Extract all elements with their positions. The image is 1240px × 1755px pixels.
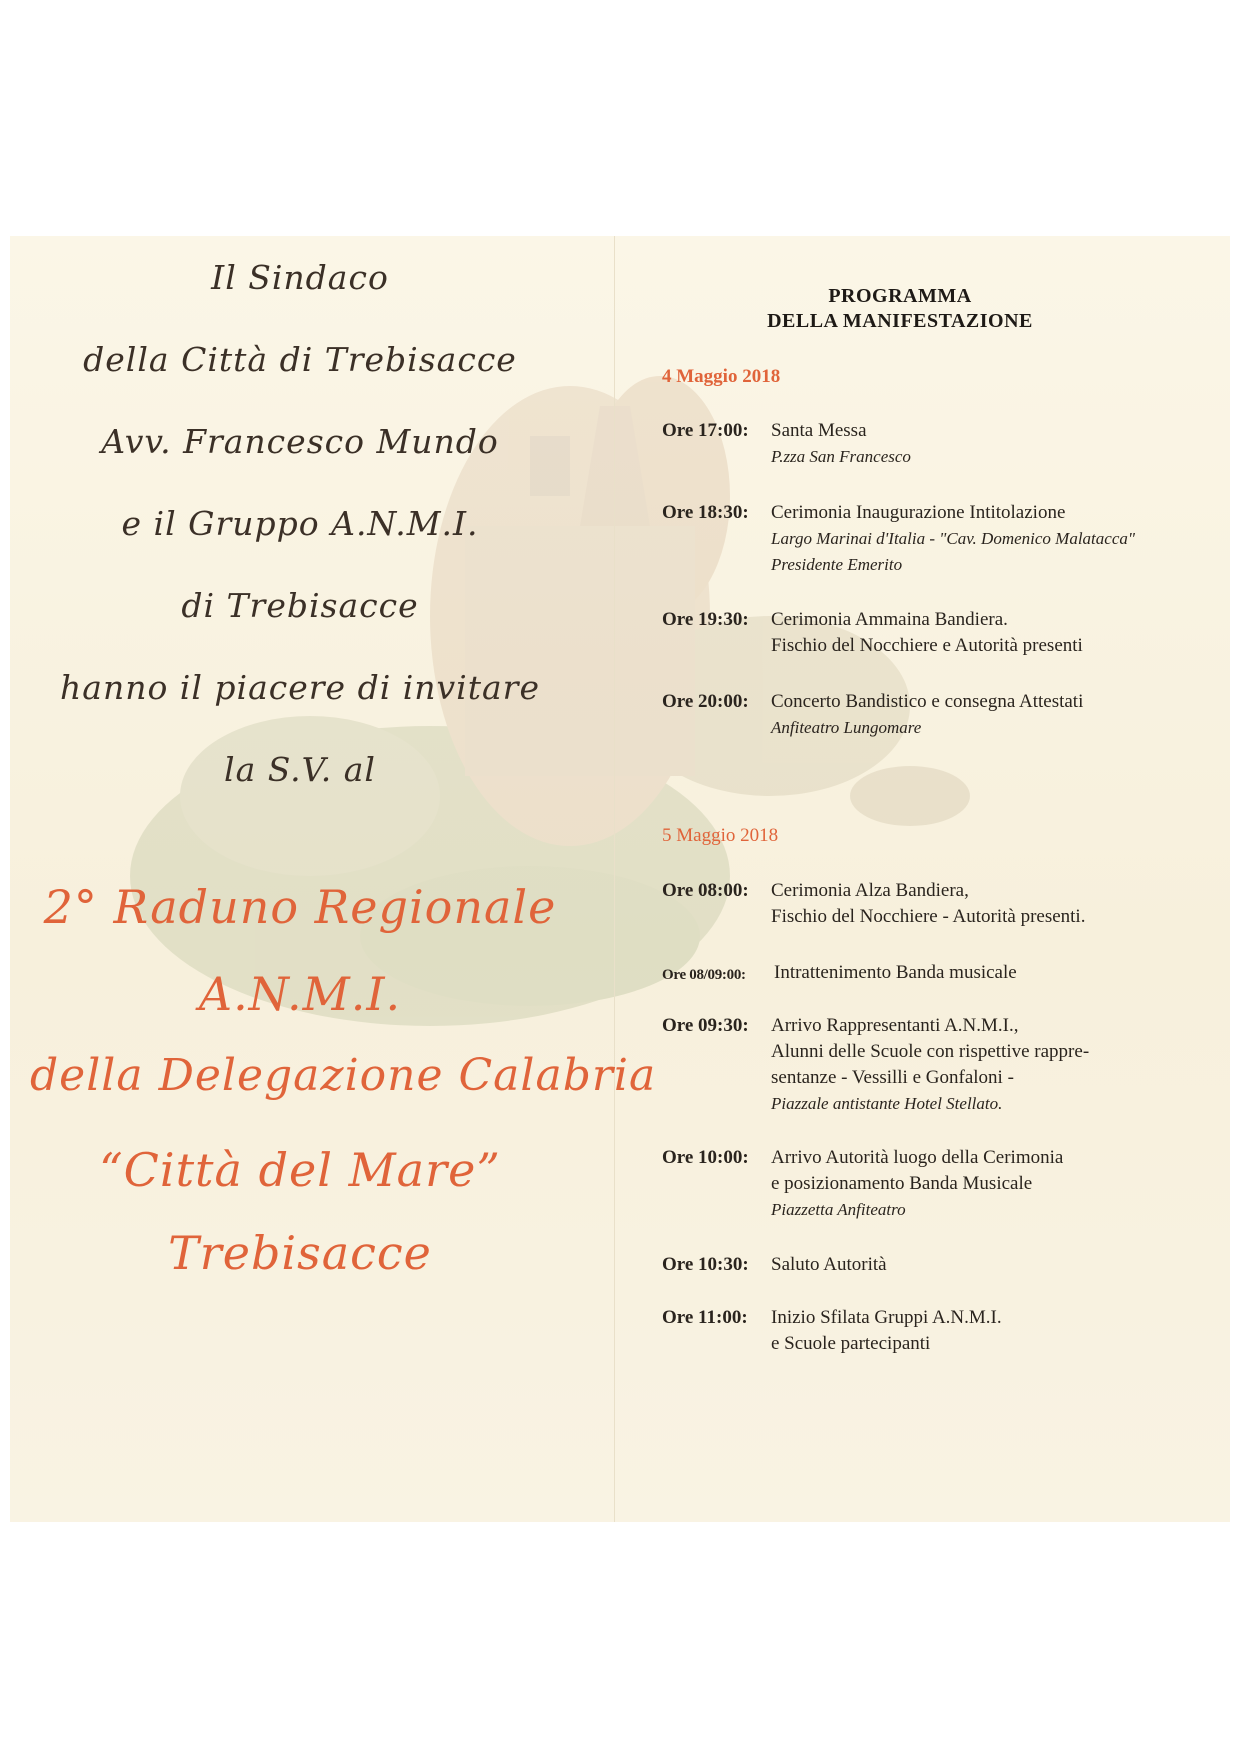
schedule-location: Largo Marinai d'Italia - "Cav. Domenico Malatacca" [771,529,1136,548]
schedule-time: Ore 08:00: [662,880,749,901]
schedule-text: Inizio Sfilata Gruppi A.N.M.I. [771,1307,1002,1328]
schedule-location: Anfiteatro Lungomare [771,718,922,737]
schedule-text: Cerimonia Inaugurazione Intitolazione [771,502,1066,523]
schedule-time: Ore 11:00: [662,1307,748,1328]
schedule-text: Santa Messa [771,420,867,441]
schedule-text: Alunni delle Scuole con rispettive rappre- [771,1041,1090,1062]
schedule-text: Cerimonia Alza Bandiera, [771,880,969,901]
event-title-citta-del-mare: “Città del Mare” [99,1143,501,1197]
schedule-text: e Scuole partecipanti [771,1333,931,1354]
schedule-time: Ore 17:00: [662,420,749,441]
event-title-raduno: 2° Raduno Regionale [43,880,557,934]
schedule-text: Arrivo Autorità luogo della Cerimonia [771,1147,1064,1168]
invitation-line-piacere: hanno il piacere di invitare [60,668,540,707]
event-title-anmi: A.N.M.I. [198,967,402,1021]
schedule-text: Cerimonia Ammaina Bandiera. [771,609,1008,630]
event-title-delegazione: della Delegazione Calabria [30,1050,657,1101]
invitation-line-citta: della Città di Trebisacce [83,340,517,379]
day-date-4-maggio: 4 Maggio 2018 [662,366,781,387]
schedule-text: sentanze - Vessilli e Gonfaloni - [771,1067,1014,1088]
schedule-time: Ore 18:30: [662,502,749,523]
invitation-line-sindaco: Il Sindaco [211,258,389,297]
schedule-location: Piazzale antistante Hotel Stellato. [771,1094,1003,1113]
event-title-trebisacce: Trebisacce [168,1226,432,1280]
programme-heading-line2: DELLA MANIFESTAZIONE [767,310,1033,332]
day-date-5-maggio: 5 Maggio 2018 [662,825,779,846]
schedule-time: Ore 08/09:00: [662,967,746,983]
schedule-time: Ore 10:30: [662,1254,749,1275]
schedule-time: Ore 10:00: [662,1147,749,1168]
fold-line [614,236,615,1522]
schedule-text: Intrattenimento Banda musicale [774,962,1017,983]
schedule-note: Presidente Emerito [771,555,903,574]
invitation-line-avvocato: Avv. Francesco Mundo [101,422,499,461]
schedule-text: Fischio del Nocchiere - Autorità presenti. [771,906,1086,927]
schedule-time: Ore 09:30: [662,1015,749,1036]
programme-heading-line1: PROGRAMMA [828,285,972,307]
schedule-location: P.zza San Francesco [771,447,911,466]
schedule-time: Ore 19:30: [662,609,749,630]
schedule-text: Fischio del Nocchiere e Autorità presenti [771,635,1083,656]
schedule-location: Piazzetta Anfiteatro [771,1200,906,1219]
invitation-line-gruppo: e il Gruppo A.N.M.I. [121,504,479,543]
schedule-time: Ore 20:00: [662,691,749,712]
invitation-line-sv: la S.V. al [224,750,376,789]
schedule-text: Saluto Autorità [771,1254,887,1275]
schedule-text: Concerto Bandistico e consegna Attestati [771,691,1084,712]
schedule-text: e posizionamento Banda Musicale [771,1173,1033,1194]
schedule-text: Arrivo Rappresentanti A.N.M.I., [771,1015,1019,1036]
invitation-line-trebisacce: di Trebisacce [181,586,419,625]
